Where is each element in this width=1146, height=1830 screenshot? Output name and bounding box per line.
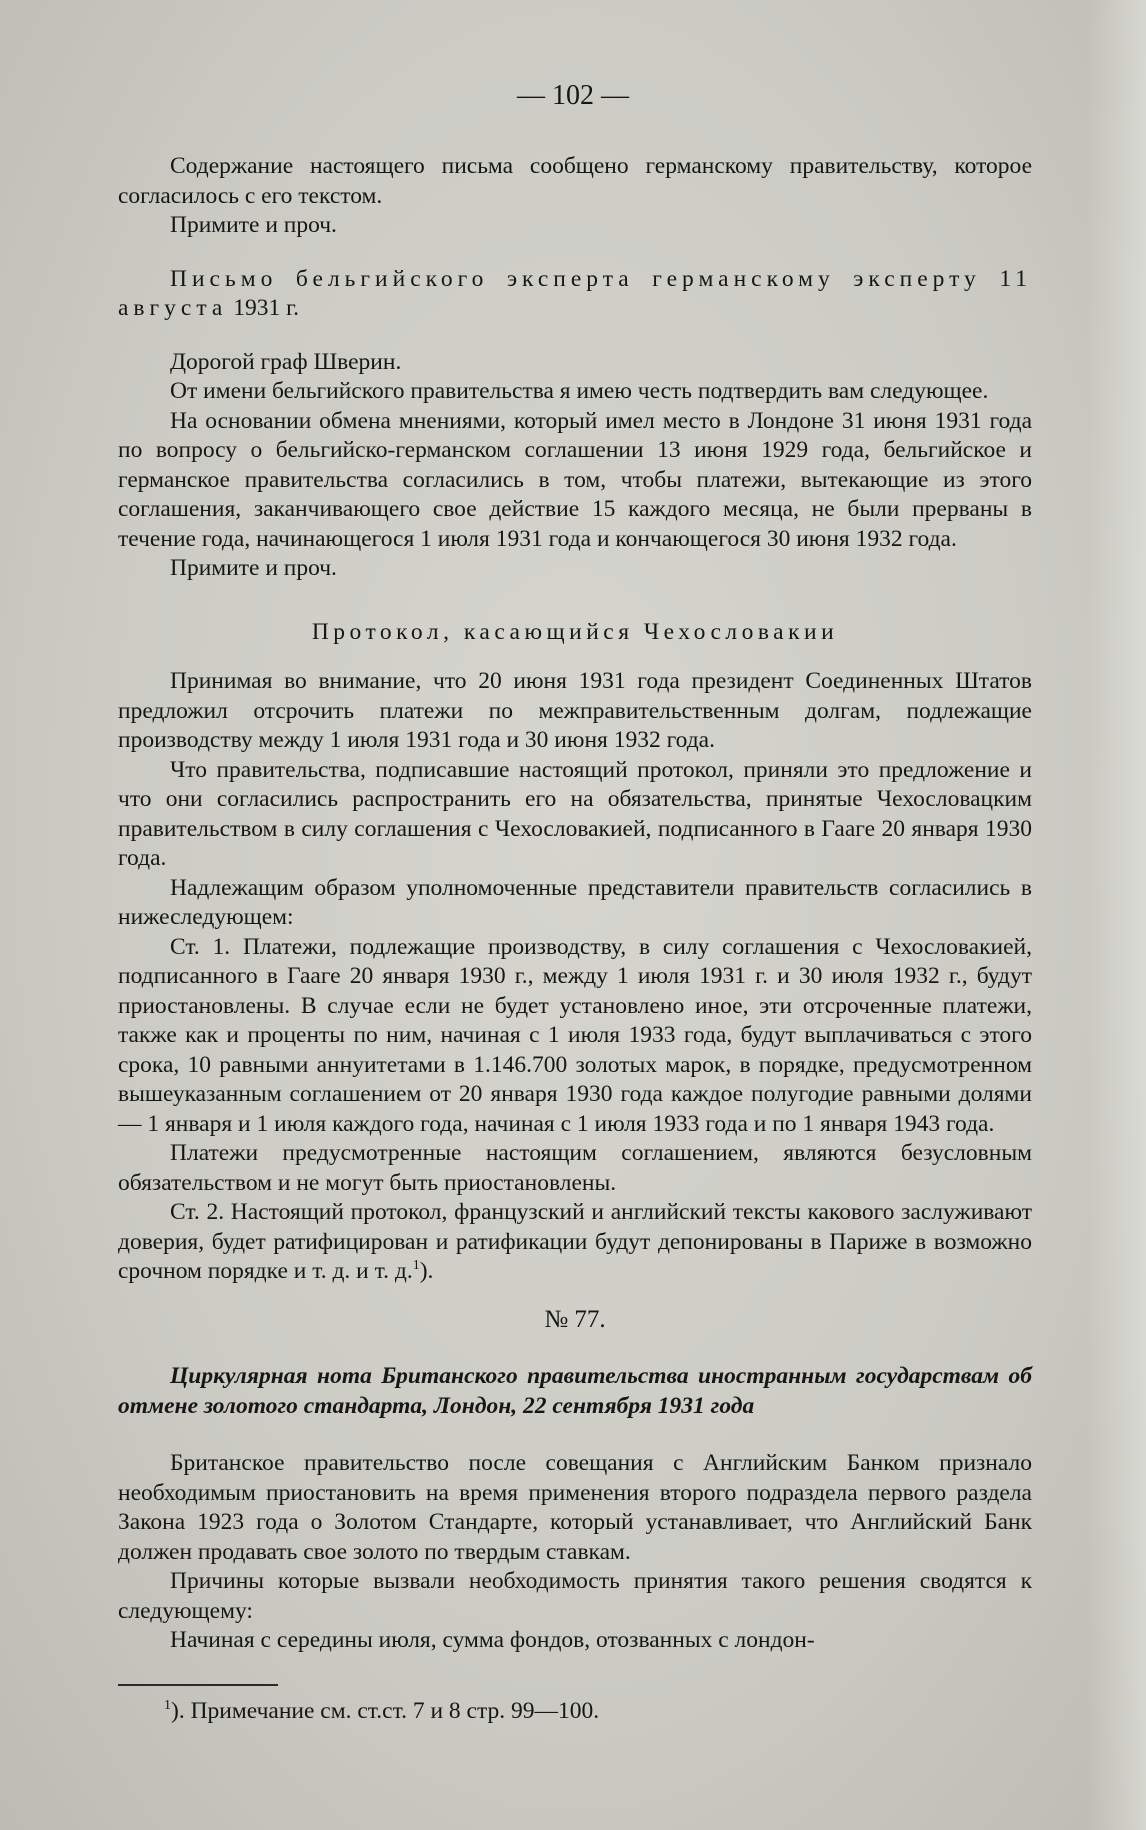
closing-formula: Примите и проч. <box>170 212 337 238</box>
letter-heading-spaced-text: Письмо бельгийского эксперта германскому эксперту 11 августа <box>118 265 1032 321</box>
paragraph: Надлежащим образом уполномоченные представители правительств согласились в нижеследующем: <box>118 874 1032 930</box>
paragraph: Содержание настоящего письма сообщено германскому правительству, которое согласилось с его текстом. <box>118 153 1032 209</box>
protocol-title: Протокол, касающийся Чехословакии <box>311 618 839 645</box>
paragraph: Что правительства, подписавшие настоящий протокол, приняли это предложение и что они согласились распространить его на обязательства, принятые Чехословацким правительством в силу соглашения с Чехословакией, подписанного в Гааге 20 января 1930 года. <box>118 756 1032 871</box>
paragraph: Платежи предусмотренные настоящим соглашением, являются безусловным обязательством и не могут быть приостановлены. <box>118 1140 1032 1196</box>
document-number: № 77. <box>544 1305 606 1333</box>
footnote-marker: 1 <box>412 1258 420 1274</box>
paragraph: Британское правительство после совещания с Английским Банком признало необходимым приостановить на время применения второго подраздела первого раздела Закона 1923 года о Золотом Стандарте, который устанавливает, что Английский Банк должен продавать свое золото по твердым ставкам. <box>118 1450 1032 1565</box>
paragraph: На основании обмена мнениями, который имел место в Лондоне 31 июня 1931 года по вопросу о бельгийско-германском соглашении 13 июня 1929 года, бельгийское и германское правительства согласились в том, чтобы платежи, вытекающие из этого соглашения, заканчивающего свое действие 15 каждого месяца, не были прерваны в течение года, начинающегося 1 июля 1931 года и кончающегося 30 июня 1932 года. <box>118 407 1032 552</box>
paragraph: Начиная с середины июля, сумма фондов, отозванных с лондон- <box>170 1627 815 1653</box>
letter-heading <box>118 265 1032 324</box>
footnote-divider <box>118 1684 278 1686</box>
footnote <box>164 1697 599 1726</box>
page-body <box>118 152 1032 1656</box>
paragraph: Причины которые вызвали необходимость принятия такого решения сводятся к следующему: <box>118 1568 1032 1624</box>
article-2 <box>118 1198 1032 1287</box>
footnote-text: ). Примечание см. ст.ст. 7 и 8 стр. 99—100. <box>171 1698 600 1724</box>
article-2-text: Ст. 2. Настоящий протокол, французский и английский тексты какового заслуживают доверия, будет ратифицирован и ратификации будут депонированы в Париже в возможно срочном порядке и т. д. и т. д. <box>118 1199 1032 1284</box>
letter-heading-year: 1931 г. <box>233 295 299 321</box>
footnote-marker: 1 <box>164 1698 171 1714</box>
paragraph: Принимая во внимание, что 20 июня 1931 года президент Соединенных Штатов предложил отсрочить платежи по межправительственным долгам, подлежащие производству между 1 июля 1931 года и 30 июня 1932 года. <box>118 668 1032 753</box>
article-2-tail: ). <box>419 1258 434 1284</box>
letter-greeting: Дорогой граф Шверин. <box>170 348 402 375</box>
closing-formula: Примите и проч. <box>170 555 337 581</box>
page-number: — 102 — <box>517 80 629 111</box>
paragraph: От имени бельгийского правительства я имею честь подтвердить вам следующее. <box>170 378 989 404</box>
article-1: Ст. 1. Платежи, подлежащие производству, в силу соглашения с Чехословакией, подписанного в Гааге 20 января 1930 г., между 1 июля 1931 г. и 30 июля 1932 г., будут приостановлены. В случае если не будет установлено иное, эти отсроченные платежи, также как и проценты по ним, начиная с 1 июля 1933 года, будут выплачиваться с этого срока, 10 равными аннуитетами в 1.146.700 золотых марок, в порядке, предусмотренном вышеуказанным соглашением от 20 января 1930 года каждое полугодие равными долями — 1 января и 1 июля каждого года, начиная с 1 июля 1933 года и по 1 января 1943 года. <box>118 933 1032 1137</box>
document-title: Циркулярная нота Британского правительства иностранным государствам об отмене золотого стандарта, Лондон, 22 сентября 1931 года <box>118 1363 1032 1419</box>
